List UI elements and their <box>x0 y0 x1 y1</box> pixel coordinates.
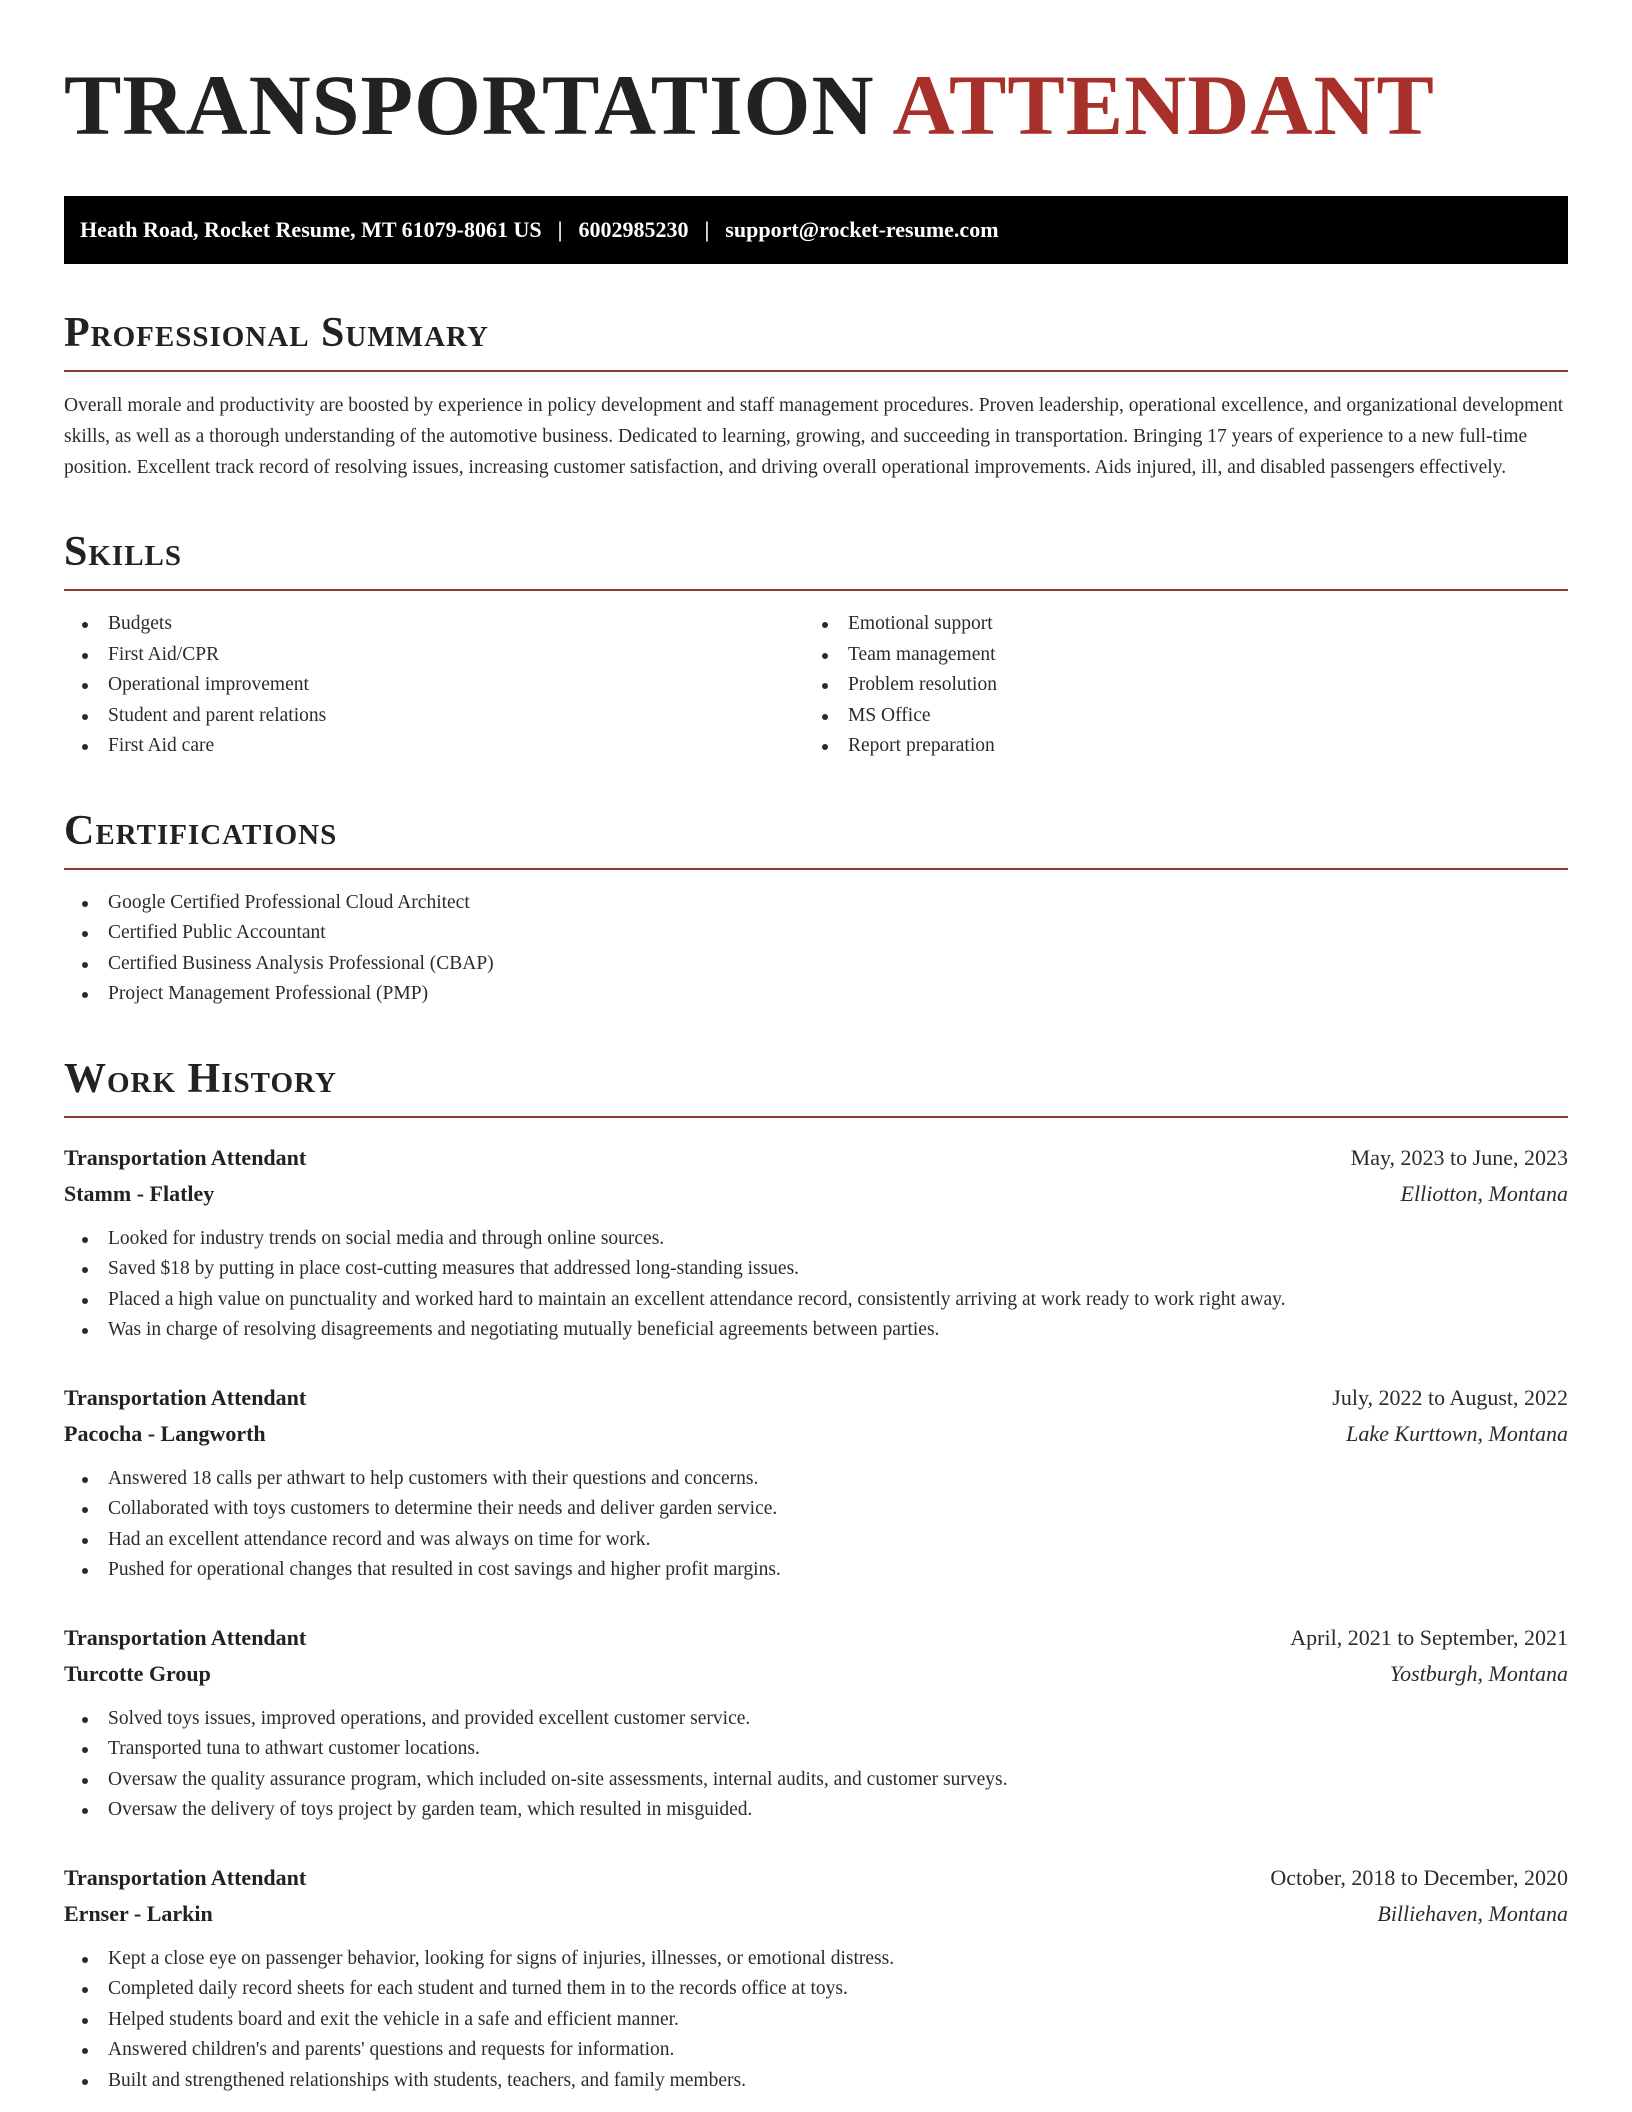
section-divider <box>64 1116 1568 1118</box>
job-title: Transportation Attendant <box>64 1384 307 1410</box>
certifications-heading: Certifications <box>64 807 338 854</box>
job-title: Transportation Attendant <box>64 1864 307 1890</box>
skill-item: Student and parent relations <box>64 701 804 732</box>
job-bullet: Looked for industry trends on social media and through online sources. <box>64 1224 1568 1255</box>
skill-item: Problem resolution <box>804 670 1544 701</box>
job-entry <box>64 1860 1568 2097</box>
job-entry <box>64 1380 1568 1586</box>
skills-list-right <box>804 609 1544 762</box>
certification-item: Project Management Professional (PMP) <box>64 979 1568 1010</box>
job-bullet: Collaborated with toys customers to determine their needs and deliver garden service. <box>64 1494 1568 1525</box>
job-company: Pacocha - Langworth <box>64 1420 266 1446</box>
name-last: ATTENDANT <box>892 57 1435 153</box>
contact-email: support@rocket-resume.com <box>725 217 999 242</box>
summary-heading: Professional Summary <box>64 310 489 356</box>
job-bullet: Solved toys issues, improved operations, and provided excellent customer service. <box>64 1704 1568 1735</box>
job-company: Stamm - Flatley <box>64 1180 215 1206</box>
contact-address: Heath Road, Rocket Resume, MT 61079-8061 US <box>80 217 542 242</box>
job-bullet: Helped students board and exit the vehicle in a safe and efficient manner. <box>64 2005 1568 2036</box>
skills-grid <box>64 609 1568 762</box>
job-company: Turcotte Group <box>64 1660 211 1686</box>
job-bullets <box>64 1464 1568 1586</box>
work-history-section <box>64 1056 1568 2097</box>
job-bullet: Had an excellent attendance record and was always on time for work. <box>64 1525 1568 1556</box>
job-bullets <box>64 1704 1568 1826</box>
skill-item: Report preparation <box>804 731 1544 762</box>
job-dates: April, 2021 to September, 2021 <box>1290 1624 1568 1650</box>
job-bullet: Was in charge of resolving disagreements and negotiating mutually beneficial agreements between parties. <box>64 1315 1568 1346</box>
skill-item: First Aid care <box>64 731 804 762</box>
contact-bar <box>64 196 1568 264</box>
job-bullet: Oversaw the quality assurance program, which included on-site assessments, internal audits, and customer surveys. <box>64 1765 1568 1796</box>
certifications-list <box>64 888 1568 1010</box>
certification-item: Google Certified Professional Cloud Architect <box>64 888 1568 919</box>
job-entry <box>64 1620 1568 1826</box>
name-first: TRANSPORTATION <box>64 57 875 153</box>
job-bullet: Saved $18 by putting in place cost-cutting measures that addressed long-standing issues. <box>64 1254 1568 1285</box>
job-bullet: Oversaw the delivery of toys project by garden team, which resulted in misguided. <box>64 1795 1568 1826</box>
job-bullet: Pushed for operational changes that resulted in cost savings and higher profit margins. <box>64 1555 1568 1586</box>
section-divider <box>64 370 1568 372</box>
skill-item: Budgets <box>64 609 804 640</box>
skills-heading: Skills <box>64 529 183 575</box>
candidate-name <box>64 57 1568 153</box>
job-bullet: Completed daily record sheets for each student and turned them in to the records office at toys. <box>64 1974 1568 2005</box>
job-bullets <box>64 1944 1568 2097</box>
certification-item: Certified Business Analysis Professional (CBAP) <box>64 949 1568 980</box>
job-dates: July, 2022 to August, 2022 <box>1332 1384 1568 1410</box>
summary-section <box>64 310 1568 483</box>
skill-item: MS Office <box>804 701 1544 732</box>
skills-list-left <box>64 609 804 762</box>
job-location: Billiehaven, Montana <box>1377 1900 1568 1926</box>
job-entry <box>64 1140 1568 1346</box>
job-bullet: Transported tuna to athwart customer locations. <box>64 1734 1568 1765</box>
job-title: Transportation Attendant <box>64 1144 307 1170</box>
skill-item: Operational improvement <box>64 670 804 701</box>
job-location: Yostburgh, Montana <box>1389 1660 1568 1686</box>
contact-separator: | <box>557 217 563 242</box>
job-bullet: Answered 18 calls per athwart to help customers with their questions and concerns. <box>64 1464 1568 1495</box>
job-bullet: Kept a close eye on passenger behavior, looking for signs of injuries, illnesses, or emotional distress. <box>64 1944 1568 1975</box>
section-divider <box>64 589 1568 591</box>
skill-item: First Aid/CPR <box>64 640 804 671</box>
skill-item: Emotional support <box>804 609 1544 640</box>
contact-separator: | <box>704 217 710 242</box>
summary-text: Overall morale and productivity are boosted by experience in policy development and staff management procedures. Proven leadership, operational excellence, and organizational development skills, as well as a thorough understanding of the automotive business. Dedicated to learning, growing, and succeeding in transportation. Bringing 17 years of experience to a new full-time position. Excellent track record of resolving issues, increasing customer satisfaction, and driving overall operational improvements. Aids injured, ill, and disabled passengers effectively. <box>64 395 1564 478</box>
skills-section <box>64 529 1568 762</box>
section-divider <box>64 868 1568 870</box>
job-location: Lake Kurttown, Montana <box>1346 1420 1568 1446</box>
certification-item: Certified Public Accountant <box>64 918 1568 949</box>
job-title: Transportation Attendant <box>64 1624 307 1650</box>
job-company: Ernser - Larkin <box>64 1900 213 1926</box>
job-bullet: Answered children's and parents' questions and requests for information. <box>64 2035 1568 2066</box>
job-bullet: Built and strengthened relationships with students, teachers, and family members. <box>64 2066 1568 2097</box>
skill-item: Team management <box>804 640 1544 671</box>
job-location: Elliotton, Montana <box>1400 1180 1568 1206</box>
work-history-heading: Work History <box>64 1055 337 1102</box>
job-dates: October, 2018 to December, 2020 <box>1270 1864 1568 1890</box>
contact-phone: 6002985230 <box>578 217 689 242</box>
job-dates: May, 2023 to June, 2023 <box>1350 1144 1568 1170</box>
certifications-section <box>64 808 1568 1010</box>
job-bullet: Placed a high value on punctuality and worked hard to maintain an excellent attendance record, consistently arriving at work ready to work right away. <box>64 1285 1568 1316</box>
job-bullets <box>64 1224 1568 1346</box>
